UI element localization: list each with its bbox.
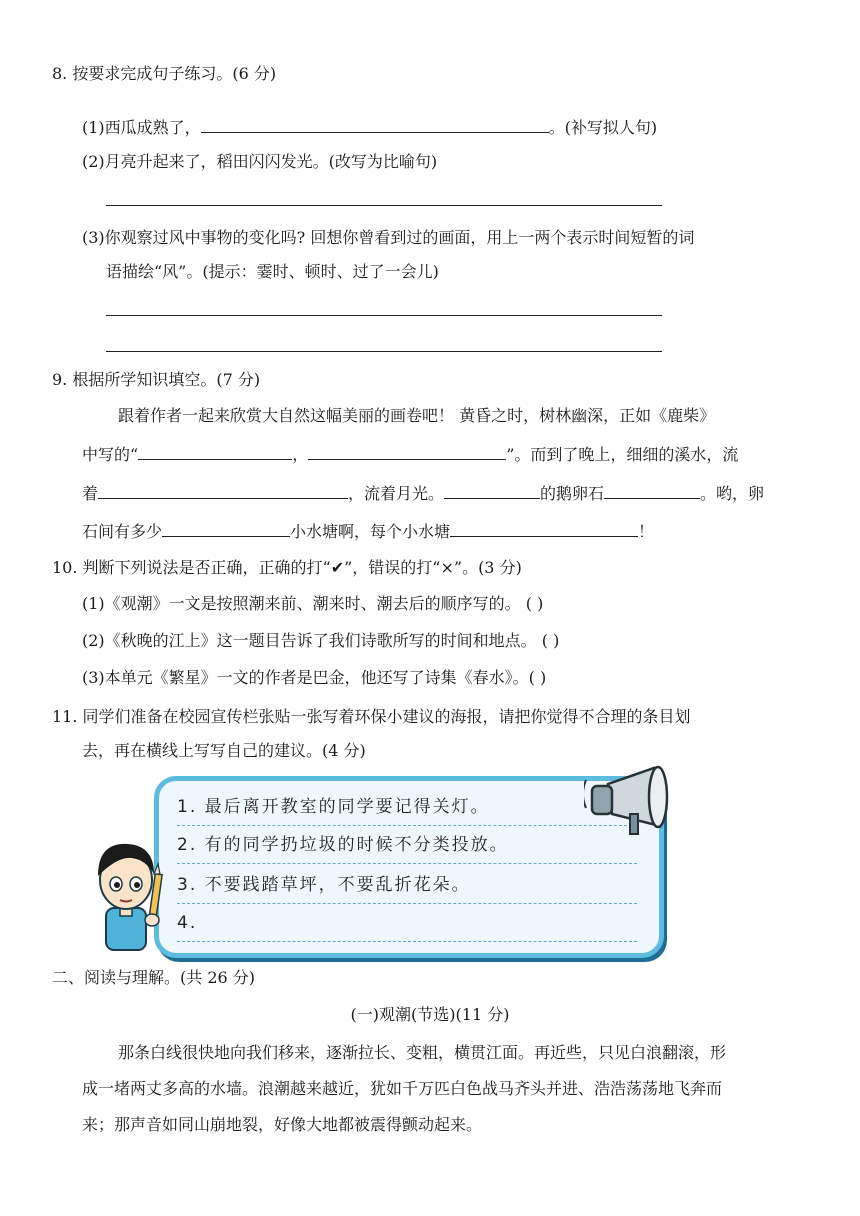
answer-blank[interactable] bbox=[444, 480, 540, 499]
text-fragment: ”。而到了晚上，细细的溪水，流 bbox=[506, 445, 739, 464]
poster-illustration bbox=[82, 764, 682, 960]
answer-blank[interactable] bbox=[201, 114, 549, 133]
answer-line[interactable] bbox=[106, 351, 662, 352]
text-fragment: 着 bbox=[82, 484, 99, 503]
question-9-line-3 bbox=[82, 480, 764, 506]
question-9-stem: 9. 根据所学知识填空。(7 分) bbox=[52, 370, 261, 389]
answer-line[interactable] bbox=[106, 315, 662, 316]
section-2-heading: 二、阅读与理解。(共 26 分) bbox=[52, 968, 256, 987]
question-10-item-2: (2)《秋晚的江上》这一题目告诉了我们诗歌所写的时间和地点。 ( ) bbox=[82, 631, 560, 650]
poster-item-2[interactable]: 2. 有的同学扔垃圾的时候不分类投放。 bbox=[177, 827, 637, 864]
part-1-prefix: (1)西瓜成熟了， bbox=[82, 118, 201, 137]
question-10-item-3: (3)本单元《繁星》一文的作者是巴金，他还写了诗集《春水》。( ) bbox=[82, 668, 547, 687]
answer-blank[interactable] bbox=[162, 518, 290, 537]
text-fragment: 石间有多少 bbox=[82, 522, 163, 541]
answer-line[interactable] bbox=[106, 205, 662, 206]
poster-item-1[interactable]: 1. 最后离开教室的同学要记得关灯。 bbox=[177, 789, 637, 826]
question-8-part-1 bbox=[82, 114, 657, 140]
passage-line-1: 那条白线很快地向我们移来，逐渐拉长、变粗，横贯江面。再近些，只见白浪翻滚，形 bbox=[118, 1043, 727, 1062]
poster-item-4[interactable]: 4. bbox=[177, 905, 637, 942]
question-8-part-3-line-2: 语描绘“风”。(提示：霎时、顿时、过了一会儿) bbox=[106, 262, 439, 281]
question-11-stem-line-2: 去，再在横线上写写自己的建议。(4 分) bbox=[82, 741, 366, 760]
question-8-part-3-line-1: (3)你观察过风中事物的变化吗? 回想你曾看到过的画面，用上一两个表示时间短暂的词 bbox=[82, 228, 695, 247]
question-9-line-1: 跟着作者一起来欣赏大自然这幅美丽的画卷吧！ 黄昏之时，树林幽深，正如《鹿柴》 bbox=[118, 406, 716, 425]
megaphone-icon bbox=[584, 764, 680, 844]
text-fragment: 中写的“ bbox=[82, 445, 139, 464]
question-10-item-1: (1)《观潮》一文是按照潮来前、潮来时、潮去后的顺序写的。 ( ) bbox=[82, 594, 544, 613]
reading-passage-title: (一)观潮(节选)(11 分) bbox=[350, 1005, 510, 1024]
boy-with-pencil-icon bbox=[82, 834, 172, 954]
answer-blank[interactable] bbox=[308, 441, 506, 460]
question-9-line-4 bbox=[82, 518, 654, 544]
poster-item-3[interactable]: 3. 不要践踏草坪，不要乱折花朵。 bbox=[177, 867, 637, 904]
answer-blank[interactable] bbox=[98, 480, 348, 499]
answer-blank[interactable] bbox=[138, 441, 292, 460]
question-9-line-2 bbox=[82, 441, 738, 467]
question-10-stem: 10. 判断下列说法是否正确，正确的打“✔”，错误的打“×”。(3 分) bbox=[52, 558, 522, 577]
text-fragment: ，流着月光。 bbox=[348, 484, 445, 503]
question-11-stem-line-1: 11. 同学们准备在校园宣传栏张贴一张写着环保小建议的海报，请把你觉得不合理的条目划 bbox=[52, 707, 691, 726]
passage-line-2: 成一堵两丈多高的水墙。浪潮越来越近，犹如千万匹白色战马齐头并进、浩浩荡荡地飞奔而 bbox=[82, 1079, 723, 1098]
text-fragment: ， bbox=[292, 445, 309, 464]
text-fragment: 小水塘啊，每个小水塘 bbox=[290, 522, 451, 541]
answer-blank[interactable] bbox=[450, 518, 638, 537]
text-fragment: 的鹅卵石 bbox=[540, 484, 605, 503]
question-8-part-2: (2)月亮升起来了，稻田闪闪发光。(改写为比喻句) bbox=[82, 152, 438, 171]
answer-blank[interactable] bbox=[604, 480, 700, 499]
question-8-stem: 8. 按要求完成句子练习。(6 分) bbox=[52, 64, 277, 83]
text-fragment: 。哟，卵 bbox=[700, 484, 765, 503]
part-1-suffix: 。(补写拟人句) bbox=[548, 118, 658, 137]
passage-line-3: 来；那声音如同山崩地裂，好像大地都被震得颤动起来。 bbox=[82, 1115, 483, 1134]
text-fragment: ！ bbox=[638, 522, 655, 541]
